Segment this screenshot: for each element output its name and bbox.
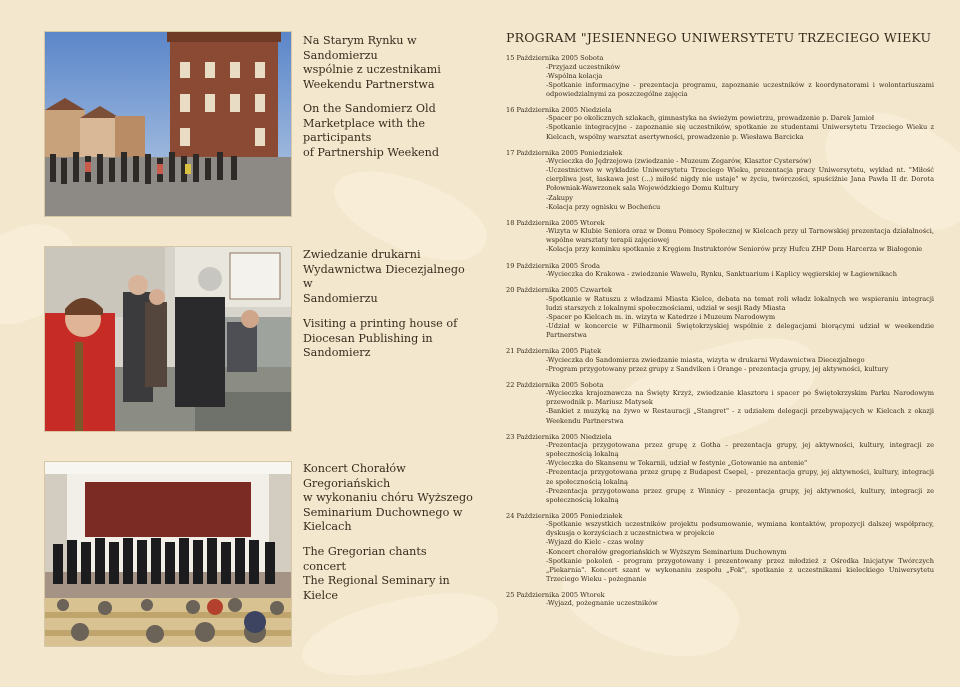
program-item: -Wycieczka do Jędrzejowa (zwiedzanie - Muzeum Zegarów, Klasztor Cystersów) [546,157,812,166]
day-date: 25 Października 2005 Wtorek [506,590,605,599]
program-day [506,149,934,212]
caption-marketplace-pl: Na Starym Rynku w Sandomierzu wspólnie z uczestnikami Weekendu Partnerstwa [303,34,441,91]
program-item: -Program przygotowany przez grupy z Sandviken i Orange - prezentacja grupy, jej aktywności, kultury [546,364,889,373]
program-item: -Wizyta w Klubie Seniora oraz w Domu Pomocy Społecznej w Kielcach przy ul Tarnowskiej prezentacja działalności, wspólne warsztaty terapii zajęciowej [546,227,934,245]
program-item: -Spotkanie informacyjne - prezentacja programu, zapoznanie uczestników z koordynatorami i wolontariuszami odpowiedzialnymi za poszczególne zajęcia [546,80,934,98]
program-item: -Zakupy [546,193,573,202]
program-days [506,54,934,609]
program-item: -Kolacja przy ognisku w Bocheńcu [546,202,661,211]
caption-concert-pl: Koncert Chorałów Gregoriańskich w wykonaniu chóru Wyższego Seminarium Duchownego w Kielcach [303,462,473,533]
program-item: -Spotkanie pokoleń - program przygotowany i prezentowany przez młodzież z Ośrodka Inicjatyw Twórczych „Piekarnia". Koncert szant w wykonaniu zespołu „Fok", spotkanie z uczestnikami kieleckiego Uniwersytetu Trzeciego Wieku - pożegnanie [546,556,934,583]
program-item: -Wyjazd do Kielc - czas wolny [546,538,644,547]
program-item: -Uczestnictwo w wykładzie Uniwersytetu Trzeciego Wieku, prezentacja pracy Uniwersytetu, wykład nt. "Miłość cierpliwa jest, łaskawa jest (...) miłość nigdy nie ustaje" w życiu, twórczości, spuściźnie Jana Pawła II dr. Dorota Połowniak-Wawrzonek sala Wojewódzkiego Domu Kultury [546,166,934,193]
day-date: 17 Października 2005 Poniedziałek [506,148,623,157]
program-item: -Prezentacja przygotowana przez grupę z Gotha - prezentacja grupy, jej aktywności, kultury, integracji ze społecznością lokalną [546,441,934,459]
day-date: 22 Października 2005 Sobota [506,380,604,389]
photo-printing-house [45,247,291,431]
program-item: -Udział w koncercie w Filharmonii Świętokrzyskiej wspólnie z delegacjami biorącymi udział w weekendzie Partnerstwa [546,321,934,339]
program-day [506,591,934,609]
program-day [506,286,934,340]
day-date: 19 Października 2005 Środa [506,261,600,270]
program-item: -Spotkanie wszystkich uczestników projektu podsumowanie, wymiana kontaktów, propozycji dalszej współpracy, dyskusja o korzyściach z uczestnictwa w projekcie [546,520,934,538]
caption-marketplace-en: On the Sandomierz Old Marketplace with the participants of Partnership Weekend [303,102,439,159]
program-item: -Prezentacja przygotowana przez grupę z Winnicy - prezentacja grupy, jej aktywności, kultury, integracji ze społecznością lokalną [546,486,934,504]
program-item: -Przyjazd uczestników [546,62,621,71]
day-date: 21 Października 2005 Piątek [506,347,602,356]
program-item: -Wycieczka do Krakowa - zwiedzanie Wawelu, Rynku, Sanktuarium i Kaplicy węgierskiej w Łagiewnikach [546,270,897,278]
day-date: 15 Października 2005 Sobota [506,54,604,62]
program-item: -Wycieczka do Skansenu w Tokarnii, udział w festynie „Gotowanie na antenie" [546,459,808,468]
program-title: PROGRAM "JESIENNEGO UNIWERSYTETU TRZECIEGO WIEKU [506,30,932,45]
program-item: -Bankiet z muzyką na żywo w Restauracji „Stangret" - z udziałem delegacji przebywających w Kielcach z okazji Weekendu Partnerstwa [546,407,934,425]
program-item: -Spacer po okolicznych szlakach, gimnastyka na świeżym powietrzu, prowadzenie p. Darek Jamioł [546,114,874,123]
caption-printing-pl: Zwiedzanie drukarni Wydawnictwa Diecezjalnego w Sandomierzu [303,248,465,305]
program-item: -Wycieczka krajoznawcza na Święty Krzyż, zwiedzanie klasztoru i spacer po Świętokrzyskim Parku Narodowym przewodnik p. Mariusz Matysek [546,389,934,407]
program-day [506,512,934,584]
program-item: -Prezentacja przygotowana przez grupę z Budapest Csepel, - prezentacja grupy, jej aktywności, kultury, integracji ze społecznością lokalną [546,468,934,486]
program-day [506,219,934,255]
program-item: -Spacer po Kielcach m. in. wizyta w Katedrze i Muzeum Narodowym [546,312,776,321]
program-item: -Wyjazd, pożegnanie uczestników [546,599,658,608]
program-item: -Wycieczka do Sandomierza zwiedzanie miasta, wizyta w drukarni Wydawnictwa Diecezjalnego [546,355,865,364]
program-day [506,262,934,280]
day-date: 23 Października 2005 Niedziela [506,432,612,441]
day-date: 18 Października 2005 Wtorek [506,218,605,227]
program-day [506,347,934,374]
program-item: -Kolacja przy kominku spotkanie z Kręgiem Instruktorów Seniorów przy Hufcu ZHP Dom Harcerza w Białogonie [546,245,923,254]
program-day [506,433,934,505]
program-day [506,54,934,99]
day-date: 24 Października 2005 Poniedziałek [506,511,623,520]
caption-concert-en: The Gregorian chants concert The Regional Seminary in Kielce [303,545,450,602]
day-date: 20 Października 2005 Czwartek [506,286,612,295]
photo-sandomierz-marketplace [45,32,291,216]
program-day [506,381,934,426]
program-section [506,30,934,616]
program-item: -Spotkanie w Ratuszu z władzami Miasta Kielce, debata na temat roli władz lokalnych we wspieraniu integracji ludzi starszych z lokalnymi społecznościami, udział w sesji Rady Miasta [546,294,934,312]
program-item: -Koncert chorałów gregoriańskich w Wyższym Seminarium Duchownym [546,547,787,556]
program-item: -Spotkanie integracyjne - zapoznanie się uczestników, spotkanie ze studentami Uniwersytetu Trzeciego Wieku z Kielcach, wspólny warsztat asertywności, prowadzenie p. Wiesława Barcicka [546,123,934,141]
program-day [506,106,934,142]
caption-printing-en: Visiting a printing house of Diocesan Publishing in Sandomierz [303,317,458,359]
photo-gregorian-concert [45,462,291,646]
program-item: -Wspólna kolacja [546,71,603,80]
day-date: 16 Października 2005 Niedziela [506,105,612,114]
